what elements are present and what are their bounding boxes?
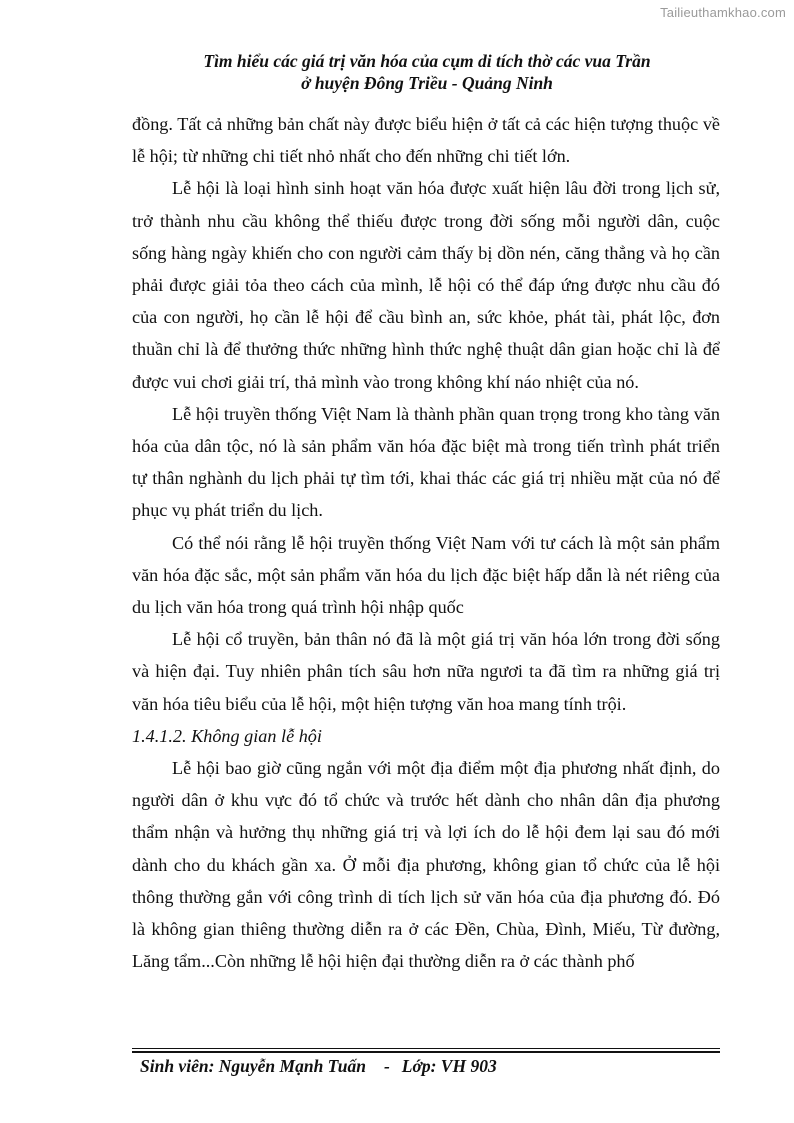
section-heading: 1.4.1.2. Không gian lễ hội [132,725,322,746]
footer-class: Lớp: VH 903 [401,1056,497,1076]
document-body [132,108,720,977]
paragraph-4: Có thể nói rằng lễ hội truyền thống Việt Nam với tư cách là một sản phẩm văn hóa đặc sắc, một sản phẩm văn hóa du lịch đặc biệt hấp dẫn là nét riêng của du lịch văn hóa trong quá trình hội nhập quốc [132,532,720,618]
header-title-line2: ở huyện Đông Triều - Quảng Ninh [301,73,553,93]
paragraph-2: Lễ hội là loại hình sinh hoạt văn hóa được xuất hiện lâu đời trong lịch sử, trở thành nhu cầu không thể thiếu được trong đời sống mỗi người dân, cuộc sống hàng ngày khiến cho con người cảm thấy bị dồn nén, căng thẳng và họ cần phải được giải tỏa theo cách của mình, lễ hội có thể đáp ứng được nhu cầu đó của con người, họ cần lễ hội để cầu bình an, sức khỏe, phát tài, phát lộc, đơn thuần chỉ là để thưởng thức những hình thức nghệ thuật dân gian hoặc chỉ là để được vui chơi giải trí, thả mình vào trong không khí náo nhiệt của nó. [132,178,720,392]
paragraph-3: Lễ hội truyền thống Việt Nam là thành phần quan trọng trong kho tàng văn hóa của dân tộc, nó là sản phẩm văn hóa đặc biệt mà trong tiến trình phát triển tự thân nghành du lịch phải tự tìm tới, khai thác các giá trị nhiều mặt của nó để phục vụ phát triển du lịch. [132,403,720,521]
paragraph-1: đồng. Tất cả những bản chất này được biểu hiện ở tất cả các hiện tượng thuộc về lễ hội; từ những chi tiết nhỏ nhất cho đến những chi tiết lớn. [132,114,720,167]
paragraph-5: Lễ hội cổ truyền, bản thân nó đã là một giá trị văn hóa lớn trong đời sống và hiện đại. Tuy nhiên phân tích sâu hơn nữa ngươi ta đã tìm ra những giá trị văn hóa tiêu biểu của lễ hội, một hiện tượng văn hoa mang tính trội. [132,629,720,714]
header-title-line1: Tìm hiểu các giá trị văn hóa của cụm di tích thờ các vua Trần [203,51,651,71]
footer-separator: - [383,1056,390,1076]
page-header [132,50,722,94]
footer-divider [132,1048,720,1053]
page-footer [140,1056,497,1077]
watermark: Tailieuthamkhao.com [660,5,786,20]
footer-student: Sinh viên: Nguyễn Mạnh Tuấn [140,1056,366,1076]
paragraph-6: Lễ hội bao giờ cũng ngắn với một địa điểm một địa phương nhất định, do người dân ở khu vực đó tổ chức và trước hết dành cho nhân dân địa phương thẩm nhận và hưởng thụ những giá trị và lợi ích do lễ hội đem lại sau đó mới dành cho du khách gần xa. Ở mỗi địa phương, không gian tổ chức của lễ hội thông thường gắn với công trình di tích lịch sử văn hóa của địa phương đó. Đó là không gian thiêng thường diễn ra ở các Đền, Chùa, Đình, Miếu, Từ đường, Lăng tẩm...Còn những lễ hội hiện đại thường diễn ra ở các thành phố [132,758,720,972]
